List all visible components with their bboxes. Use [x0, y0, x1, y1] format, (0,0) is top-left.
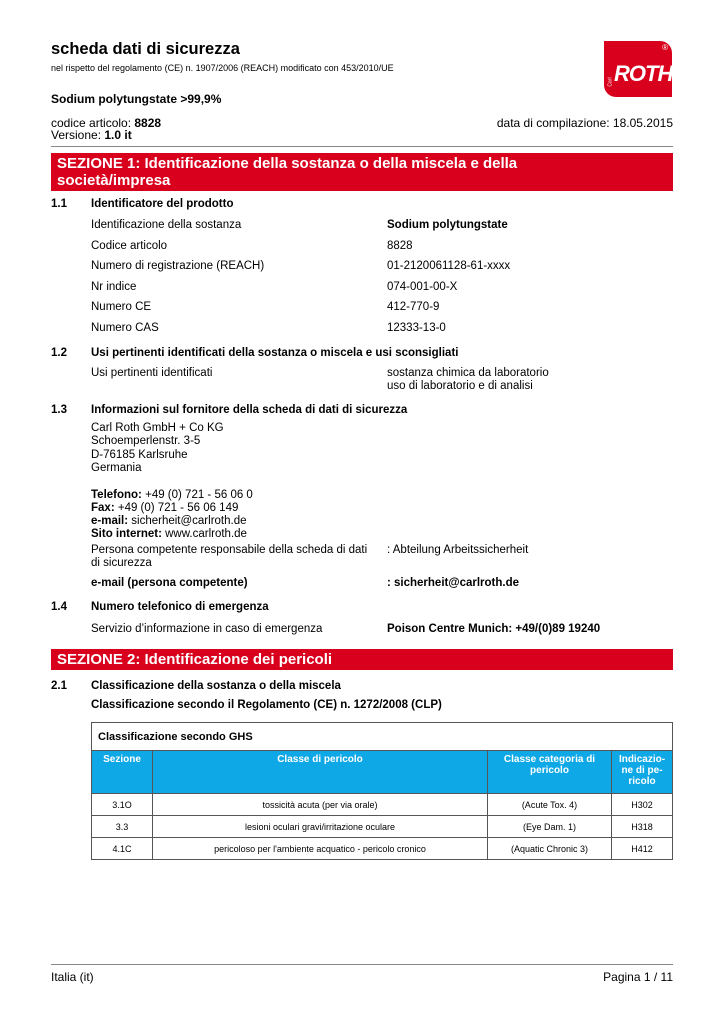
cell-hazard-statement: H318	[612, 816, 673, 838]
section-1-title-line2: società/impresa	[57, 172, 171, 189]
website-line	[91, 528, 247, 540]
supplier-country: Germania	[91, 462, 142, 474]
cell-hazard-category: (Aquatic Chronic 3)	[488, 838, 612, 860]
product-id-label: Identificazione della sostanza	[91, 219, 242, 231]
footer-page-number: Pagina 1 / 11	[603, 970, 673, 984]
competent-person-value: : Abteilung Arbeitssicherheit	[387, 544, 529, 556]
competent-email-label: e-mail (persona competente)	[91, 577, 248, 589]
supplier-street: Schoemperlenstr. 3-5	[91, 435, 201, 447]
phone-label: Telefono:	[91, 489, 142, 501]
email-line	[91, 515, 247, 527]
supplier-city: D-76185 Karlsruhe	[91, 449, 188, 461]
subsection-2-1-title: Classificazione della sostanza o della miscela	[91, 680, 341, 692]
version-label: Versione:	[51, 128, 105, 142]
compilation-date: data di compilazione: 18.05.2015	[496, 116, 673, 130]
table-row	[92, 816, 673, 838]
uses-label: Usi pertinenti identificati	[91, 367, 213, 379]
table-row	[92, 838, 673, 860]
subsection-1-2-title: Usi pertinenti identificati della sostanza o miscela e usi sconsigliati	[91, 347, 459, 359]
phone-value: +49 (0) 721 - 56 06 0	[141, 489, 253, 501]
subsection-1-2-number: 1.2	[51, 347, 67, 359]
fax-value: +49 (0) 721 - 56 06 149	[114, 502, 239, 514]
document-title: scheda dati di sicurezza	[51, 40, 240, 58]
reach-number-label: Numero di registrazione (REACH)	[91, 260, 265, 272]
subsection-2-1-number: 2.1	[51, 680, 67, 692]
article-code-label: Codice articolo	[91, 240, 168, 252]
subsection-1-4-title: Numero telefonico di emergenza	[91, 601, 269, 613]
header-divider	[51, 146, 673, 147]
cell-hazard-class: tossicità acuta (per via orale)	[153, 794, 488, 816]
registered-mark: ®	[662, 43, 668, 52]
cell-hazard-class: pericoloso per l'ambiente acquatico - pericolo cronico	[153, 838, 488, 860]
version	[51, 128, 132, 142]
header-hazard-class: Classe di pericolo	[153, 751, 488, 794]
cell-section: 4.1C	[92, 838, 153, 860]
subsection-1-1-number: 1.1	[51, 198, 67, 210]
section-2-header	[51, 649, 673, 670]
header-hazard-statement: Indicazio-ne di pe-ricolo	[612, 751, 673, 794]
supplier-name: Carl Roth GmbH + Co KG	[91, 422, 224, 434]
logo-text: ROTH	[614, 61, 672, 86]
subsection-1-4-number: 1.4	[51, 601, 67, 613]
email-label: e-mail:	[91, 515, 129, 527]
article-code-value: 8828	[387, 240, 413, 252]
ghs-classification-table	[91, 722, 673, 860]
index-number-value: 074-001-00-X	[387, 281, 458, 293]
competent-email-value[interactable]: : sicherheit@carlroth.de	[387, 577, 519, 589]
cell-hazard-class: lesioni oculari gravi/irritazione oculare	[153, 816, 488, 838]
website-value[interactable]: www.carlroth.de	[161, 528, 247, 540]
section-2-title: SEZIONE 2: Identificazione dei pericoli	[57, 651, 333, 668]
logo-small-text: Carl	[607, 77, 614, 87]
product-id-value: Sodium polytungstate	[387, 219, 508, 231]
reach-number-value: 01-2120061128-61-xxxx	[387, 260, 511, 272]
roth-logo	[604, 41, 672, 97]
table-row	[92, 794, 673, 816]
index-number-label: Nr indice	[91, 281, 137, 293]
emergency-service-value: Poison Centre Munich: +49/(0)89 19240	[387, 623, 601, 635]
footer-locale: Italia (it)	[51, 970, 94, 984]
competent-person-label-2: di sicurezza	[91, 557, 152, 569]
cas-number-value: 12333-13-0	[387, 322, 446, 334]
cell-hazard-category: (Eye Dam. 1)	[488, 816, 612, 838]
competent-person-label-1: Persona competente responsabile della scheda di dati	[91, 544, 368, 556]
subsection-1-1-title: Identificatore del prodotto	[91, 198, 234, 210]
cas-number-label: Numero CAS	[91, 322, 159, 334]
version-value: 1.0 it	[104, 128, 132, 142]
emergency-service-label: Servizio d’informazione in caso di emergenza	[91, 623, 323, 635]
article-value: 8828	[134, 116, 162, 130]
subsection-1-3-number: 1.3	[51, 404, 67, 416]
phone-line	[91, 489, 253, 501]
ghs-table-caption: Classificazione secondo GHS	[92, 723, 673, 751]
header-section: Sezione	[92, 751, 153, 794]
cell-hazard-category: (Acute Tox. 4)	[488, 794, 612, 816]
cell-hazard-statement: H412	[612, 838, 673, 860]
fax-line	[91, 502, 238, 514]
uses-value-2: uso di laboratorio e di analisi	[387, 380, 533, 392]
subsection-1-3-title: Informazioni sul fornitore della scheda di dati di sicurezza	[91, 404, 408, 416]
cell-hazard-statement: H302	[612, 794, 673, 816]
article-label: codice articolo:	[51, 116, 135, 130]
uses-value-1: sostanza chimica da laboratorio	[387, 367, 549, 379]
section-1-title-line1: SEZIONE 1: Identificazione della sostanza o della miscela e della	[57, 155, 518, 172]
section-1-header	[51, 153, 673, 191]
footer-divider	[51, 964, 673, 965]
ec-number-value: 412-770-9	[387, 301, 440, 313]
ghs-table-header-row	[92, 751, 673, 794]
product-name: Sodium polytungstate >99,9%	[51, 92, 222, 106]
header-hazard-category: Classe categoria di pericolo	[488, 751, 612, 794]
document-subtitle: nel rispetto del regolamento (CE) n. 1907/2006 (REACH) modificato con 453/2010/UE	[51, 63, 394, 73]
fax-label: Fax:	[91, 502, 115, 514]
website-label: Sito internet:	[91, 528, 162, 540]
cell-section: 3.3	[92, 816, 153, 838]
clp-classification-subtitle: Classificazione secondo il Regolamento (CE) n. 1272/2008 (CLP)	[91, 699, 442, 711]
ec-number-label: Numero CE	[91, 301, 152, 313]
cell-section: 3.1O	[92, 794, 153, 816]
email-value[interactable]: sicherheit@carlroth.de	[128, 515, 247, 527]
